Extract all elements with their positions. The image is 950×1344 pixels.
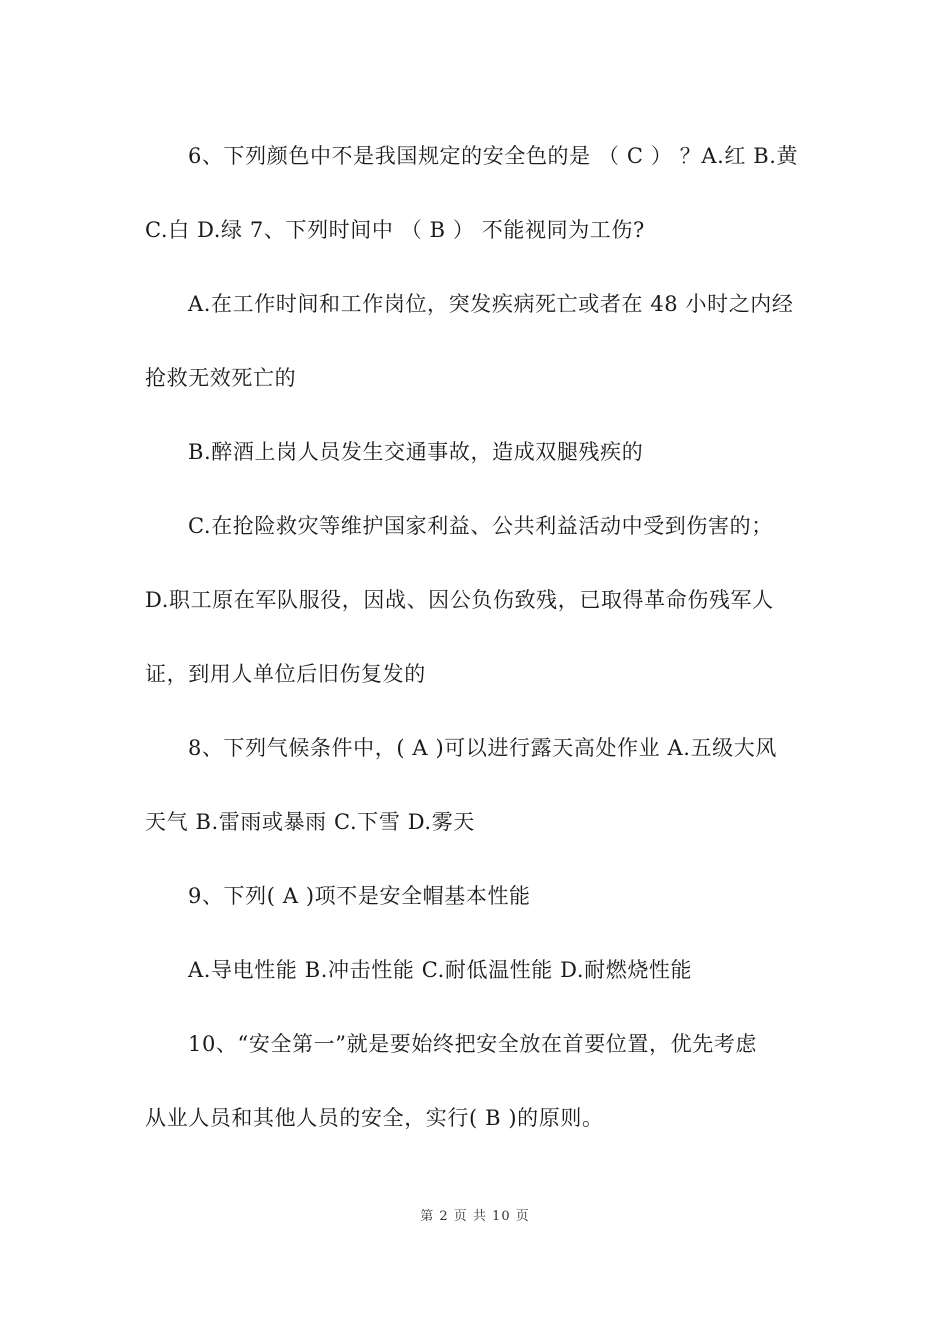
question-10-line-2: 从业人员和其他人员的安全，实行( B )的原则。: [145, 1106, 604, 1130]
question-7-option-c: C.在抢险救灾等维护国家利益、公共利益活动中受到伤害的；: [188, 514, 773, 538]
question-7-option-d-line-1: D.职工原在军队服役，因战、因公负伤致残，已取得革命伤残军人: [145, 588, 774, 612]
question-6-line-1: 6、下列颜色中不是我国规定的安全色的是 （ C ） ？A.红 B.黄: [188, 144, 799, 168]
question-9: 9、下列( A )项不是安全帽基本性能: [188, 884, 531, 908]
question-10-line-1: 10、“安全第一”就是要始终把安全放在首要位置，优先考虑: [188, 1032, 757, 1056]
question-7-option-a-line-2: 抢救无效死亡的: [145, 366, 297, 390]
question-8-line-1: 8、下列气候条件中，( A )可以进行露天高处作业 A.五级大风: [188, 736, 777, 760]
question-8-line-2: 天气 B.雷雨或暴雨 C.下雪 D.雾天: [145, 810, 475, 834]
question-7-line-1: C.白 D.绿 7、下列时间中 （ B ） 不能视同为工伤?: [145, 218, 645, 242]
page-footer: 第 2 页 共 10 页: [420, 1209, 530, 1224]
question-7-option-a-line-1: A.在工作时间和工作岗位，突发疾病死亡或者在 48 小时之内经: [188, 292, 794, 316]
question-7-option-d-line-2: 证，到用人单位后旧伤复发的: [145, 662, 426, 686]
question-7-option-b: B.醉酒上岗人员发生交通事故，造成双腿残疾的: [188, 440, 644, 464]
question-9-options: A.导电性能 B.冲击性能 C.耐低温性能 D.耐燃烧性能: [188, 958, 693, 982]
